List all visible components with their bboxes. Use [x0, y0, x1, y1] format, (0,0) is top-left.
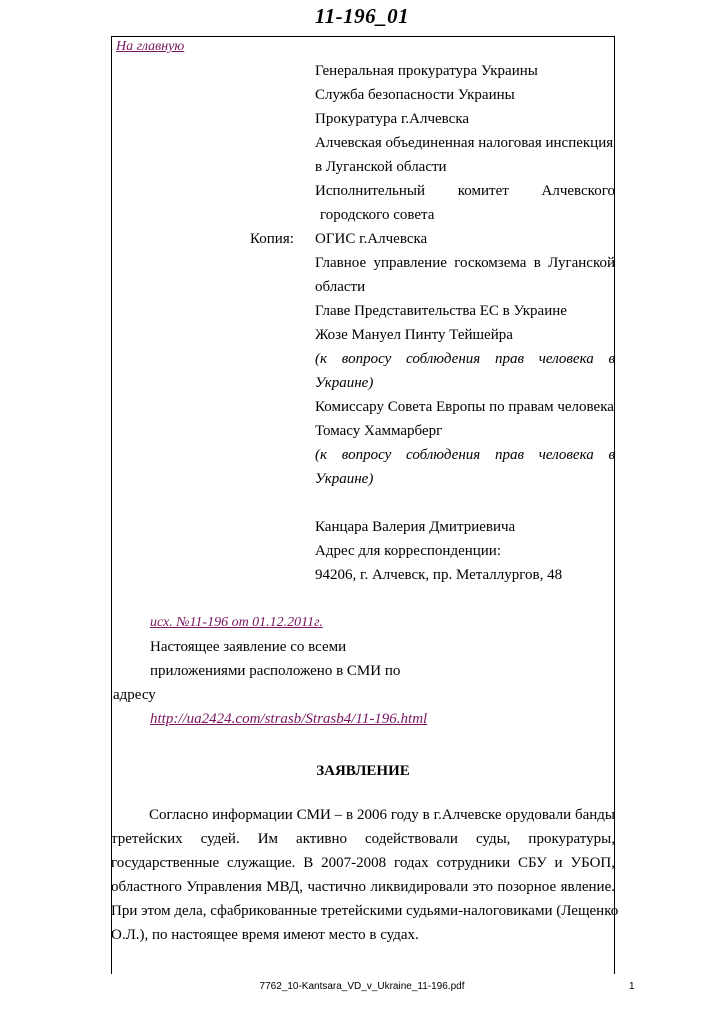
body-line: О.Л.), по настоящее время имеют место в судах.	[111, 927, 419, 943]
footer-file-name: 7762_10-Kantsara_VD_v_Ukraine_11-196.pdf	[259, 981, 465, 992]
copy-addressee-line: Комиссару Совета Европы по правам человека	[315, 399, 614, 415]
reference-link[interactable]: исх. №11-196 от 01.12.2011г.	[150, 615, 323, 630]
sender-name: Канцара Валерия Дмитриевича	[315, 519, 516, 535]
copy-addressee-note: Украине)	[315, 471, 374, 487]
sender-address: 94206, г. Алчевск, пр. Металлургов, 48	[315, 567, 563, 583]
addressee-line: Прокуратура г.Алчевска	[315, 111, 470, 127]
copy-addressee-note: Украине)	[315, 375, 374, 391]
addressee-line: Служба безопасности Украины	[315, 87, 515, 103]
addressee-line: Генеральная прокуратура Украины	[315, 63, 538, 79]
copy-addressee-note: (к вопросу соблюдения прав человека в	[315, 447, 615, 463]
body-line: областного Управления МВД, частично ликвидировали это позорное явление.	[111, 879, 615, 895]
copy-addressee-line: области	[315, 279, 366, 295]
copy-label: Копия:	[250, 231, 294, 247]
copy-addressee-line: Главное управление госкомзема в Луганской	[315, 255, 615, 271]
media-url-link[interactable]: http://ua2424.com/strasb/Strasb4/11-196.html	[150, 711, 428, 727]
body-line: Согласно информации СМИ – в 2006 году в г.Алчевске орудовали банды	[149, 807, 615, 823]
addressee-line: Алчевская объединенная налоговая инспекция	[315, 135, 614, 151]
document-id: 11-196_01	[314, 4, 410, 28]
body-line: третейских судей. Им активно содействовали суды, прокуратуры,	[111, 831, 615, 847]
copy-addressee-line: ОГИС г.Алчевска	[315, 231, 428, 247]
media-note-line: адресу	[113, 687, 156, 703]
home-link[interactable]: На главную	[116, 39, 185, 54]
media-note-line: приложениями расположено в СМИ по	[150, 663, 401, 679]
sender-address-label: Адрес для корреспонденции:	[315, 543, 502, 559]
copy-addressee-line: Томасу Хаммарберг	[315, 423, 443, 439]
addressee-block	[315, 59, 615, 587]
body-line: государственные служащие. В 2007-2008 годах сотрудники СБУ и УБОП,	[111, 855, 615, 871]
media-note-line: Настоящее заявление со всеми	[150, 639, 347, 655]
copy-addressee-line: Главе Представительства ЕС в Украине	[315, 303, 567, 319]
copy-addressee-line: Жозе Мануел Пинту Тейшейра	[315, 327, 513, 343]
addressee-line: в Луганской области	[315, 159, 447, 175]
page-number: 1	[629, 981, 635, 992]
body-line: При этом дела, сфабрикованные третейскими судьями-налоговиками (Лещенко	[111, 903, 619, 919]
copy-addressee-note: (к вопросу соблюдения прав человека в	[315, 351, 615, 367]
addressee-line: городского совета	[320, 207, 435, 223]
statement-heading: ЗАЯВЛЕНИЕ	[316, 763, 410, 779]
addressee-line: Исполнительный комитет Алчевского	[315, 183, 615, 199]
statement-body	[111, 803, 619, 947]
